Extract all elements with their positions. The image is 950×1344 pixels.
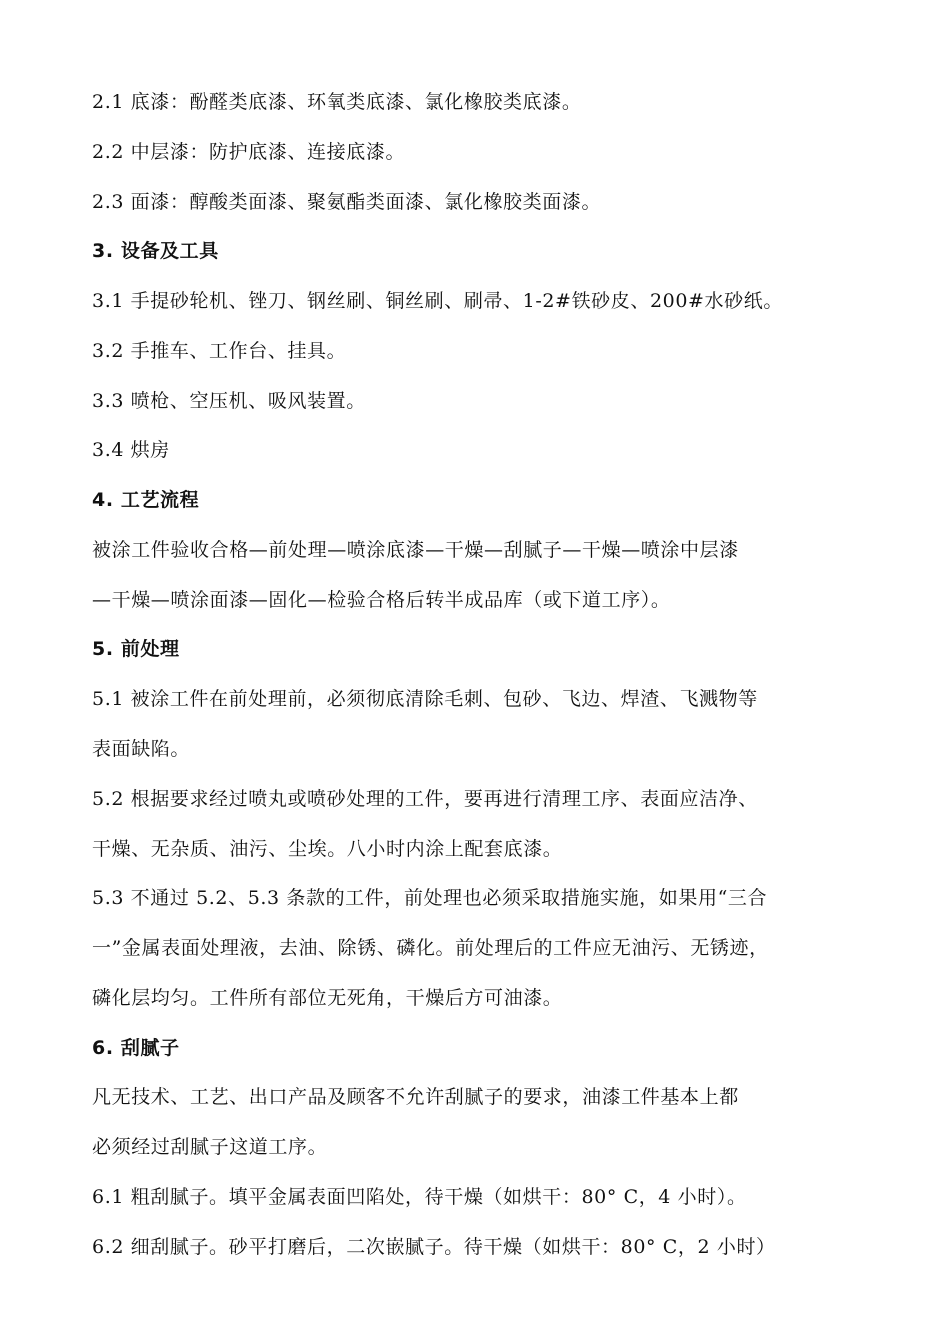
paragraph-2-1-primer: 2.1 底漆：酚醛类底漆、环氧类底漆、氯化橡胶类底漆。 (92, 91, 582, 113)
paragraph-3-2: 3.2 手推车、工作台、挂具。 (92, 340, 347, 362)
paragraph-3-1: 3.1 手提砂轮机、锉刀、钢丝刷、铜丝刷、刷帚、1-2#铁砂皮、200#水砂纸。 (92, 290, 783, 312)
section-6-heading: 6. 刮腻子 (92, 1037, 180, 1059)
paragraph-6-2: 6.2 细刮腻子。砂平打磨后，二次嵌腻子。待干燥（如烘干：80° C，2 小时） (92, 1236, 776, 1258)
paragraph-5-2-line-1: 5.2 根据要求经过喷丸或喷砂处理的工件，要再进行清理工序、表面应洁净、 (92, 788, 758, 810)
paragraph-3-3: 3.3 喷枪、空压机、吸风装置。 (92, 390, 366, 412)
process-flow-line-1: 被涂工件验收合格—前处理—喷涂底漆—干燥—刮腻子—干燥—喷涂中层漆 (92, 539, 739, 561)
paragraph-5-1-line-2: 表面缺陷。 (92, 738, 191, 760)
paragraph-5-3-line-2: 一”金属表面处理液，去油、除锈、磷化。前处理后的工件应无油污、无锈迹， (92, 937, 769, 959)
section-4-heading: 4. 工艺流程 (92, 489, 200, 511)
paragraph-5-3-line-3: 磷化层均匀。工件所有部位无死角，干燥后方可油漆。 (92, 987, 563, 1009)
paragraph-2-2-intermediate-coat: 2.2 中层漆：防护底漆、连接底漆。 (92, 141, 406, 163)
process-flow-line-2: —干燥—喷涂面漆—固化—检验合格后转半成品库（或下道工序）。 (92, 589, 671, 611)
section-3-heading: 3. 设备及工具 (92, 240, 219, 262)
paragraph-6-intro-line-2: 必须经过刮腻子这道工序。 (92, 1136, 328, 1158)
paragraph-6-1: 6.1 粗刮腻子。填平金属表面凹陷处，待干燥（如烘干：80° C，4 小时）。 (92, 1186, 747, 1208)
paragraph-5-3-line-1: 5.3 不通过 5.2、5.3 条款的工件，前处理也必须采取措施实施，如果用“三合 (92, 887, 768, 909)
paragraph-2-3-topcoat: 2.3 面漆：醇酸类面漆、聚氨酯类面漆、氯化橡胶类面漆。 (92, 191, 602, 213)
paragraph-5-1-line-1: 5.1 被涂工件在前处理前，必须彻底清除毛刺、包砂、飞边、焊渣、飞溅物等 (92, 688, 758, 710)
paragraph-5-2-line-2: 干燥、无杂质、油污、尘埃。八小时内涂上配套底漆。 (92, 838, 563, 860)
paragraph-6-intro-line-1: 凡无技术、工艺、出口产品及顾客不允许刮腻子的要求，油漆工件基本上都 (92, 1086, 739, 1108)
paragraph-3-4: 3.4 烘房 (92, 439, 170, 461)
section-5-heading: 5. 前处理 (92, 638, 180, 660)
